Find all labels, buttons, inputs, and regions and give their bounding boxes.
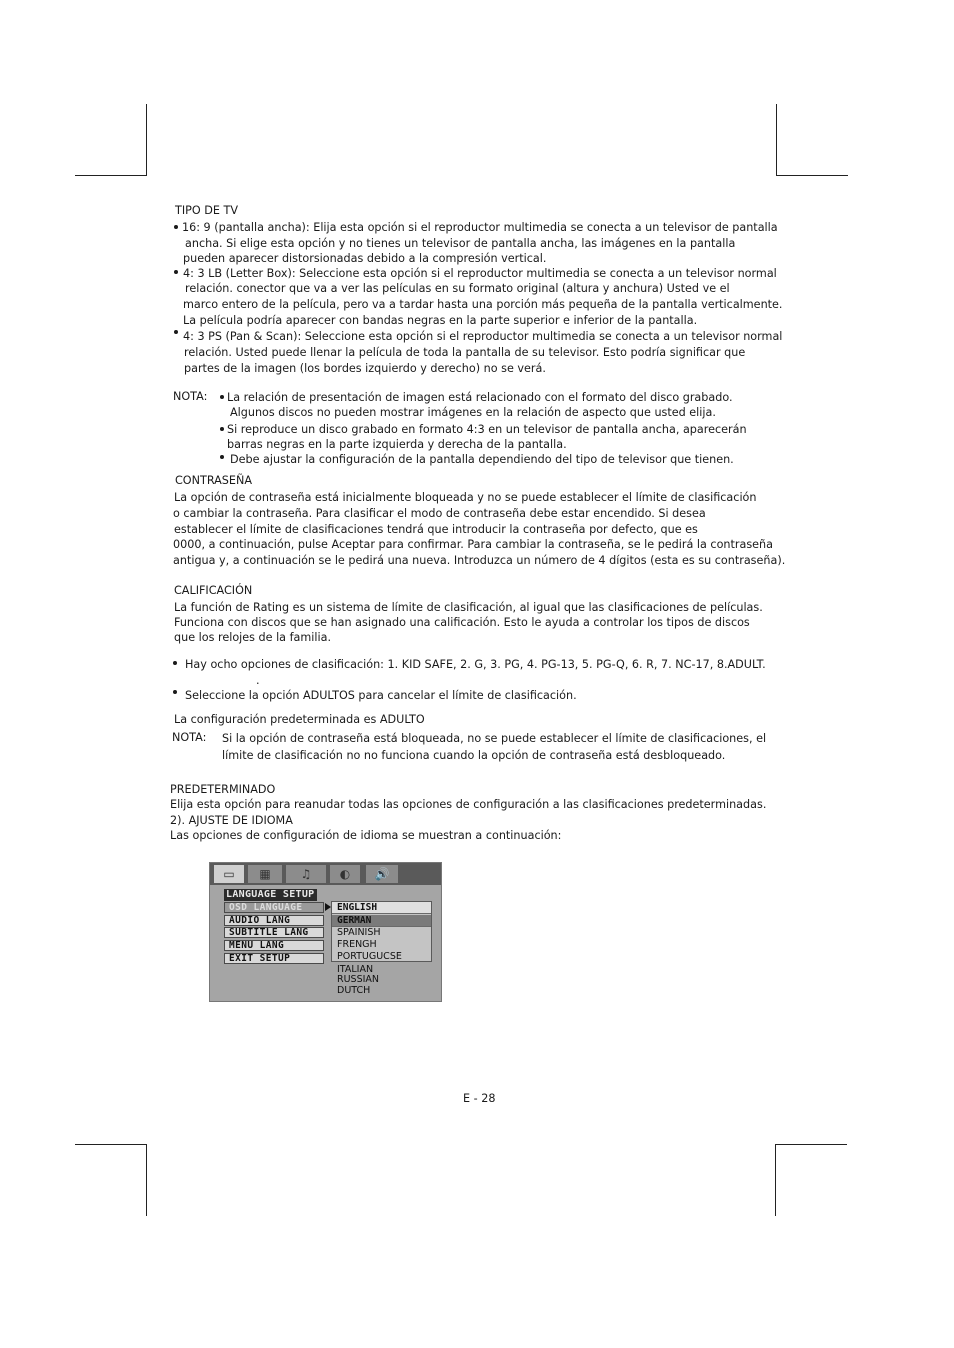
note-text: límite de clasificación no no funciona cuando la opción de contraseña está desbloqueado. <box>222 749 726 762</box>
settings-icon: ▦ <box>259 867 271 881</box>
body-text: Hay ocho opciones de clasificación: 1. KID SAFE, 2. G, 3. PG, 4. PG-13, 5. PG-Q, 6. R, 7. NC-17, 8.ADULT. <box>185 658 766 671</box>
body-text: antigua y, a continuación se le pedirá una nueva. Introduzca un número de 4 dígitos (esta es su contraseña). <box>173 554 786 567</box>
osd-option: DUTCH <box>337 985 371 996</box>
body-text: La película podría aparecer con bandas negras en la parte superior e inferior de la pantalla. <box>183 314 698 327</box>
osd-title: LANGUAGE SETUP <box>226 889 315 900</box>
osd-tab-bar <box>210 863 442 885</box>
osd-option: GERMAN <box>337 915 372 926</box>
body-text: o cambiar la contraseña. Para clasificar el modo de contraseña debe estar encendido. Si desea <box>173 507 706 520</box>
body-text: Seleccione la opción ADULTOS para cancelar el límite de clasificación. <box>185 689 577 702</box>
osd-option: ITALIAN <box>337 964 374 975</box>
osd-menu-subtitle-lang: SUBTITLE LANG <box>224 927 324 938</box>
section-heading-calificacion: CALIFICACIÓN <box>174 584 253 597</box>
body-text: partes de la imagen (los bordes izquierdo y derecho) no se verá. <box>184 362 546 375</box>
body-text: 0000, a continuación, pulse Aceptar para confirmar. Para cambiar la contraseña, se le pedirá la contraseña <box>173 538 773 551</box>
nota-label: NOTA: <box>172 731 207 744</box>
body-text: relación. conector que va a ver las películas en su formato original (altura y anchura) Usted ve el <box>185 282 730 295</box>
note-text: Si la opción de contraseña está bloqueada, no se puede establecer el límite de clasificaciones, el <box>222 732 767 745</box>
body-text: La opción de contraseña está inicialmente bloqueada y no se puede establecer el límite de clasificación <box>174 491 757 504</box>
osd-tab <box>330 865 360 883</box>
page-number: E - 28 <box>463 1092 496 1105</box>
osd-option: RUSSIAN <box>337 974 380 985</box>
body-text: relación. Usted puede llenar la película de toda la pantalla de su televisor. Esto podría significar que <box>184 346 746 359</box>
bullet <box>174 330 178 334</box>
body-text: La configuración predeterminada es ADULTO <box>174 713 425 726</box>
bullet <box>220 427 224 431</box>
osd-tab <box>214 865 244 883</box>
body-text: 16: 9 (pantalla ancha): Elija esta opción si el reproductor multimedia se conecta a un televisor de pantalla <box>182 221 778 234</box>
body-text: La función de Rating es un sistema de límite de clasificación, al igual que las clasificaciones de películas. <box>174 601 763 614</box>
sub-heading-ajuste-idioma: 2). AJUSTE DE IDIOMA <box>170 814 293 827</box>
section-heading-contrasena: CONTRASEÑA <box>175 474 252 487</box>
note-text: Algunos discos no pueden mostrar imágenes en la relación de aspecto que usted elija. <box>230 406 716 419</box>
stray-dot: . <box>256 674 260 687</box>
tv-icon: ▭ <box>223 867 235 881</box>
music-icon: ♫ <box>300 867 312 881</box>
section-heading-tipo-tv: TIPO DE TV <box>175 204 238 217</box>
crop-mark <box>775 1144 847 1145</box>
color-icon: ◐ <box>339 867 351 881</box>
crop-mark <box>776 104 777 176</box>
note-text: barras negras en la parte izquierda y derecha de la pantalla. <box>227 438 567 451</box>
bullet <box>174 225 178 229</box>
bullet <box>174 270 178 274</box>
note-text: La relación de presentación de imagen está relacionado con el formato del disco grabado. <box>227 391 733 404</box>
crop-mark <box>776 175 848 176</box>
bullet <box>220 395 224 399</box>
crop-mark <box>146 104 147 176</box>
crop-mark <box>775 1144 776 1216</box>
note-text: Si reproduce un disco grabado en formato 4:3 en un televisor de pantalla ancha, aparecerán <box>227 423 747 436</box>
body-text: 4: 3 LB (Letter Box): Seleccione esta opción si el reproductor multimedia se conecta a un televisor normal <box>183 267 777 280</box>
note-text: Debe ajustar la configuración de la pantalla dependiendo del tipo de televisor que tienen. <box>230 453 734 466</box>
body-text: ancha. Si elige esta opción y no tienes un televisor de pantalla ancha, las imágenes en la pantalla <box>185 237 736 250</box>
body-text: que los relojes de la familia. <box>174 631 332 644</box>
body-text: establecer el límite de clasificaciones tendrá que introducir la contraseña por defecto, que es <box>174 523 698 536</box>
bullet <box>173 690 177 694</box>
osd-tab <box>248 865 282 883</box>
osd-option: SPAINISH <box>337 927 381 938</box>
nota-label: NOTA: <box>173 390 208 403</box>
osd-tab <box>286 865 326 883</box>
bullet <box>173 661 177 665</box>
osd-option: PORTUGUCSE <box>337 951 402 962</box>
body-text: Funciona con discos que se han asignado una calificación. Esto le ayuda a controlar los tipos de discos <box>174 616 750 629</box>
bullet <box>220 455 224 459</box>
body-text: 4: 3 PS (Pan & Scan): Seleccione esta opción si el reproductor multimedia se conecta a un televisor normal <box>183 330 783 343</box>
crop-mark <box>75 1144 147 1145</box>
osd-menu-menu-lang: MENU LANG <box>224 940 324 951</box>
body-text: pueden aparecer distorsionadas debido a la compresión vertical. <box>183 252 547 265</box>
osd-option: ENGLISH <box>337 902 378 913</box>
crop-mark <box>146 1144 147 1216</box>
section-heading-predeterminado: PREDETERMINADO <box>170 783 276 796</box>
osd-menu-exit-setup: EXIT SETUP <box>224 953 324 964</box>
osd-language-setup-screenshot <box>209 862 442 1002</box>
osd-tab <box>366 865 398 883</box>
body-text: Elija esta opción para reanudar todas las opciones de configuración a las clasificaciones predeterminadas. <box>170 798 767 811</box>
osd-menu-osd-language: OSD LANGUAGE <box>224 902 324 913</box>
body-text: marco entero de la película, pero va a tardar hasta una porción más pequeña de la pantalla verticalmente. <box>183 298 783 311</box>
osd-option: FRENGH <box>337 939 377 950</box>
body-text: Las opciones de configuración de idioma se muestran a continuación: <box>170 829 562 842</box>
crop-mark <box>75 175 147 176</box>
speaker-icon: 🔊 <box>374 867 390 881</box>
osd-menu-audio-lang: AUDIO LANG <box>224 915 324 926</box>
